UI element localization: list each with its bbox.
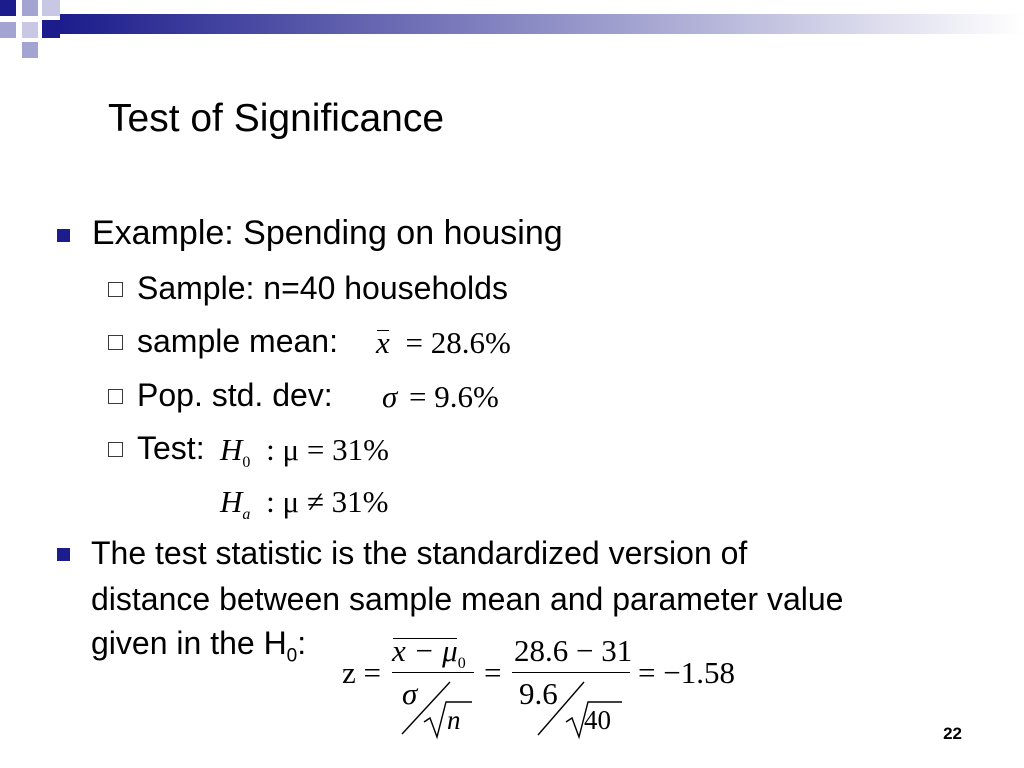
- bullet-box-icon: [108, 282, 123, 297]
- statistic-line-2: distance between sample mean and parameter value: [91, 581, 844, 617]
- z-denominator-sd: 9.6: [519, 676, 558, 711]
- xbar-symbol: x: [376, 325, 390, 360]
- z-result: = −1.58: [638, 655, 735, 690]
- equation-ha: $H_a$ : μ ≠ 31%: [220, 484, 389, 524]
- z-denominator-sigma: σ: [402, 676, 418, 711]
- bullet-example: Example: Spending on housing: [92, 214, 563, 252]
- z-denominator-40: 40: [584, 705, 611, 735]
- z-numerator-2: 28.6 − 31: [514, 633, 633, 668]
- sqrt-n-symbol: [398, 680, 478, 740]
- sigma-symbol: σ: [382, 379, 398, 414]
- z-numerator-1: $x - \mu_0$: [392, 633, 466, 673]
- equation-sigma: [382, 379, 499, 415]
- bullet-box-icon: [108, 442, 123, 457]
- fraction-bar-1: [392, 672, 474, 673]
- sub-bullet-pop-sd-label: Pop. std. dev:: [137, 377, 333, 413]
- z-denominator-n: n: [447, 705, 461, 735]
- z-lhs: z =: [342, 655, 381, 690]
- statistic-line-1: The test statistic is the standardized version of: [91, 535, 748, 571]
- sqrt-40-symbol: [536, 680, 626, 740]
- z-equals-1: =: [484, 655, 502, 690]
- bullet-box-icon: [108, 389, 123, 404]
- sub-bullet-test-label: Test:: [137, 430, 205, 466]
- sub-bullet-sample-mean-label: sample mean:: [137, 323, 338, 359]
- statistic-line-3: given in the $H_0$:: [91, 625, 307, 667]
- sub-bullet-sample: Sample: n=40 households: [137, 270, 508, 306]
- bullet-square-icon: [57, 229, 70, 242]
- page-number: 22: [943, 724, 962, 743]
- header-decoration: [0, 0, 1024, 70]
- sigma-value: = 9.6%: [409, 379, 499, 414]
- bullet-square-icon: [57, 548, 70, 561]
- equation-h0: $H_0$ : μ = 31%: [220, 432, 389, 472]
- bullet-box-icon: [108, 335, 123, 350]
- fraction-bar-2: [512, 672, 630, 673]
- equation-sample-mean: [376, 325, 511, 361]
- xbar-value: = 28.6%: [405, 325, 511, 360]
- slide-title: Test of Significance: [108, 97, 445, 140]
